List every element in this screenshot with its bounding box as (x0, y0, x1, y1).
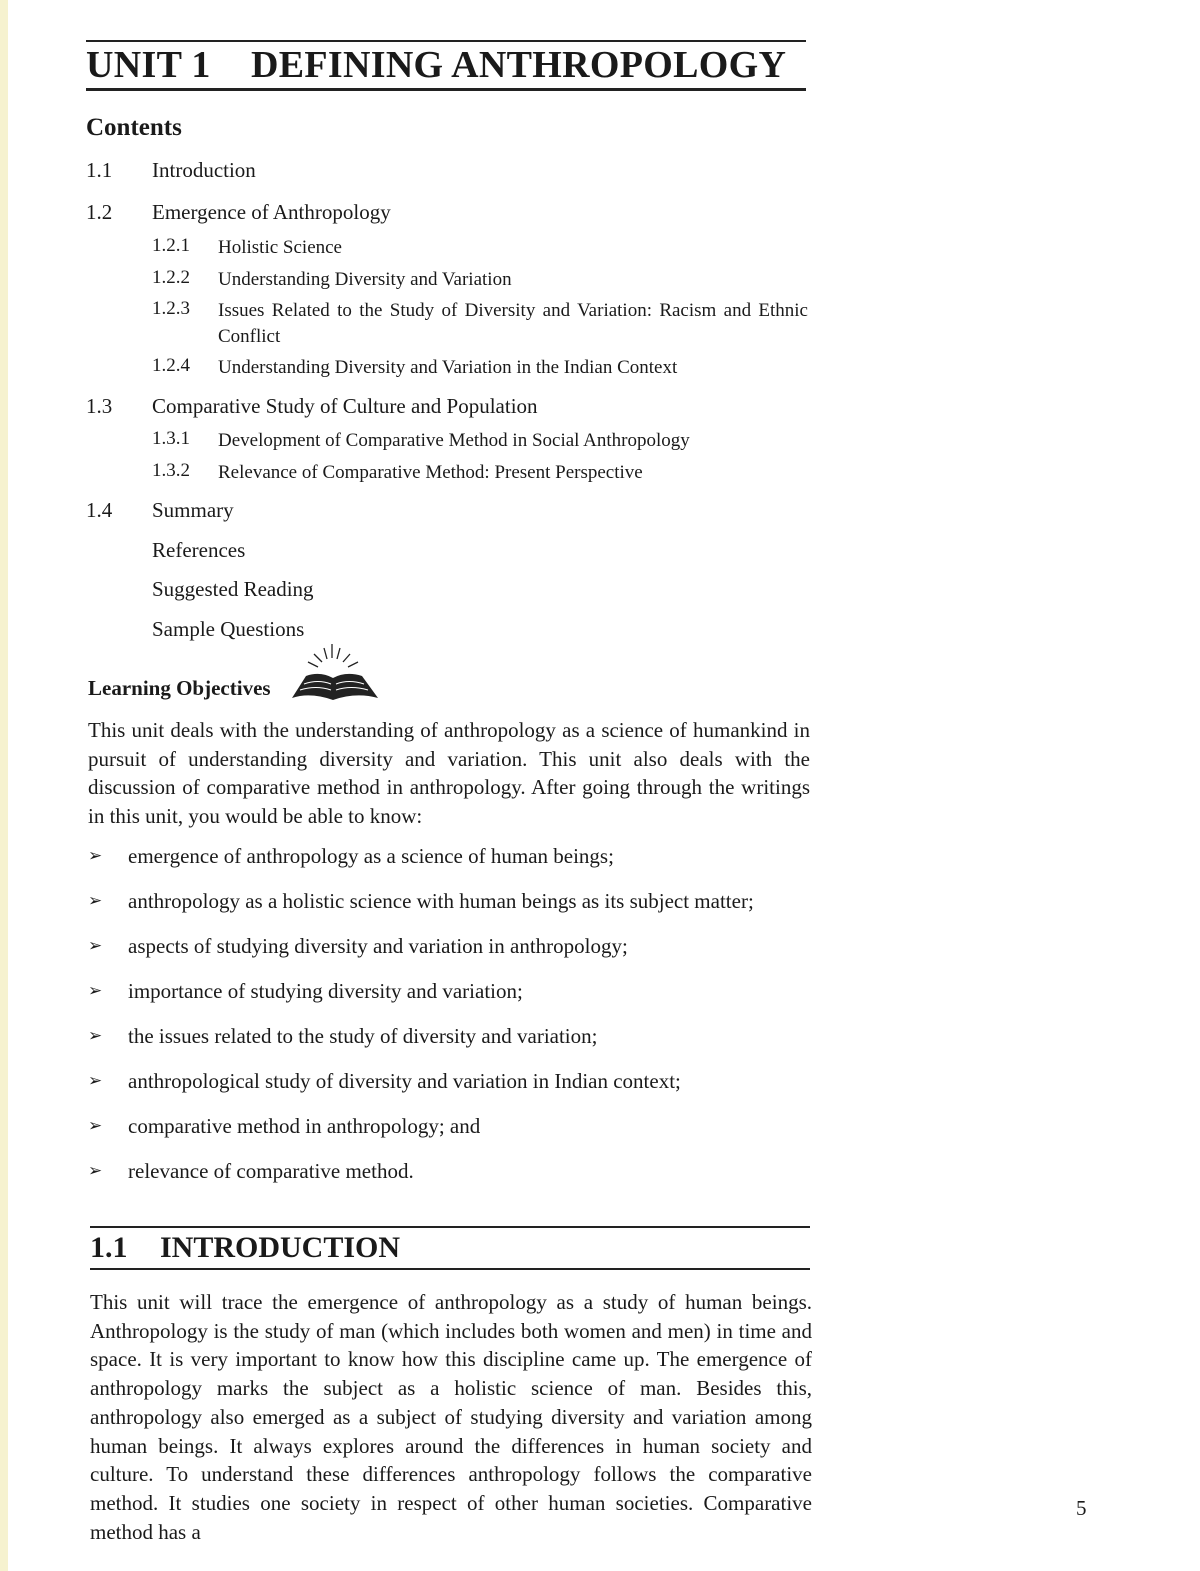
toc-label: Suggested Reading (152, 577, 314, 601)
introduction-paragraph: This unit will trace the emergence of anthropology as a study of human beings. Anthropology is the study of man (which includes both women and men) in time and space. It is very important to know how this discipline came up. The emergence of anthropology marks the subject as a holistic science of man. Besides this, anthropology also emerged as a subject of studying diversity and variation among human beings. It always explores around the differences in human society and culture. To understand these differences anthropology follows the comparative method. It studies one society in respect of other human societies. Comparative method has a (90, 1290, 812, 1544)
open-book-icon (286, 640, 382, 706)
toc-label: Understanding Diversity and Variation (218, 269, 512, 290)
toc-label: Summary (152, 498, 234, 522)
list-item-text: the issues related to the study of diversity and variation; (128, 1024, 598, 1048)
contents-heading: Contents (86, 114, 182, 141)
section-number: 1.1 (90, 1231, 128, 1264)
toc-number: 1.1 (86, 158, 113, 182)
toc-label: Emergence of Anthropology (152, 200, 391, 224)
bullet-arrow-icon: ➢ (88, 1116, 103, 1135)
toc-number: 1.4 (86, 498, 113, 522)
toc-label: Issues Related to the Study of Diversity and Variation: Racism and Ethnic Conflict (218, 300, 808, 347)
toc-label: Relevance of Comparative Method: Present Perspective (218, 462, 643, 483)
list-item-text: aspects of studying diversity and variation in anthropology; (128, 934, 628, 958)
toc-number: 1.3.1 (152, 428, 190, 449)
list-item-text: relevance of comparative method. (128, 1159, 414, 1183)
section-header (90, 1226, 810, 1270)
list-item-text: emergence of anthropology as a science of human beings; (128, 844, 614, 868)
toc-number: 1.3.2 (152, 460, 190, 481)
bullet-arrow-icon: ➢ (88, 936, 103, 955)
toc-number: 1.3 (86, 394, 113, 418)
list-item-text: anthropological study of diversity and variation in Indian context; (128, 1069, 681, 1093)
section-title-text: INTRODUCTION (160, 1231, 401, 1264)
toc-number: 1.2.4 (152, 355, 190, 376)
toc-label: Comparative Study of Culture and Population (152, 394, 538, 418)
list-item-text: comparative method in anthropology; and (128, 1114, 481, 1138)
toc-label: References (152, 538, 246, 562)
unit-number: UNIT 1 (86, 44, 211, 86)
learning-objectives-intro: This unit deals with the understanding of anthropology as a science of humankind in pursuit of understanding diversity and variation. This unit also deals with the discussion of comparative method in anthropology. After going through the writings in this unit, you would be able to know: (88, 718, 810, 828)
toc-label: Holistic Science (218, 237, 342, 258)
toc-label: Understanding Diversity and Variation in the Indian Context (218, 357, 678, 378)
bullet-arrow-icon: ➢ (88, 846, 103, 865)
bullet-arrow-icon: ➢ (88, 1071, 103, 1090)
toc-label: Sample Questions (152, 617, 305, 641)
toc-number: 1.2.2 (152, 267, 190, 288)
toc-number: 1.2.1 (152, 235, 190, 256)
toc-label: Introduction (152, 158, 256, 182)
list-item-text: anthropology as a holistic science with human beings as its subject matter; (128, 889, 754, 913)
bullet-arrow-icon: ➢ (88, 1026, 103, 1045)
list-item-text: importance of studying diversity and variation; (128, 979, 523, 1003)
header-rule-bottom (86, 88, 806, 91)
bullet-arrow-icon: ➢ (88, 1161, 103, 1180)
bullet-arrow-icon: ➢ (88, 891, 103, 910)
toc-number: 1.2.3 (152, 298, 190, 319)
unit-header (86, 40, 806, 91)
section-title (90, 1228, 810, 1268)
section-rule-bottom (90, 1268, 810, 1270)
unit-title (86, 42, 806, 88)
unit-title-text: DEFINING ANTHROPOLOGY (251, 44, 787, 86)
toc-number: 1.2 (86, 200, 113, 224)
toc-label: Development of Comparative Method in Social Anthropology (218, 430, 690, 451)
learning-objectives-heading: Learning Objectives (88, 676, 271, 700)
page-number: 5 (1076, 1496, 1087, 1520)
bullet-arrow-icon: ➢ (88, 981, 103, 1000)
